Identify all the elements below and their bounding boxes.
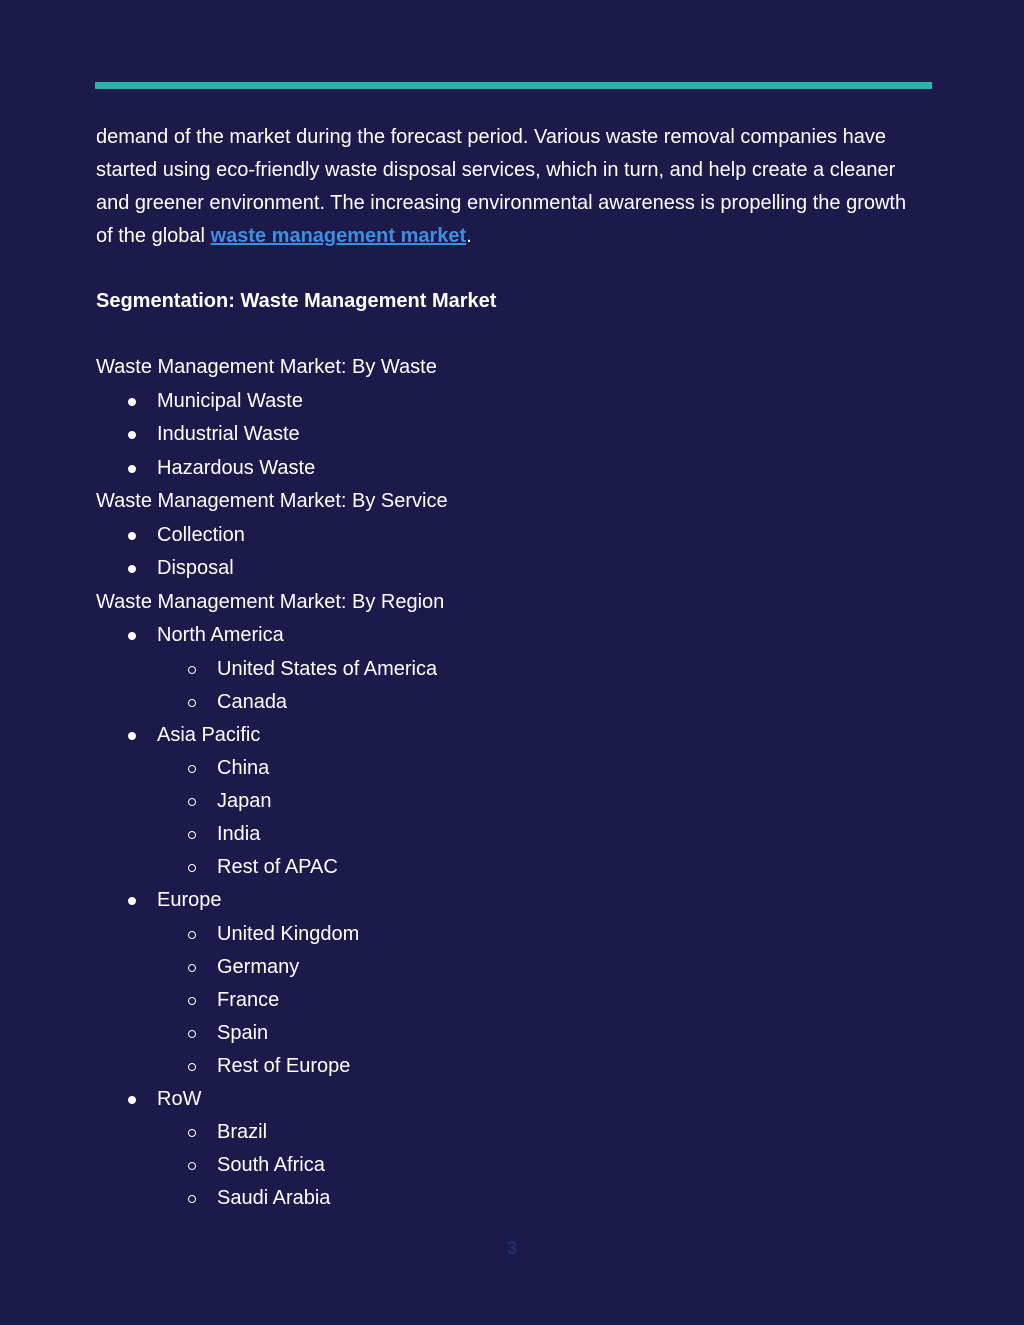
- list-item: Hazardous Waste: [96, 452, 926, 486]
- country-item: South Africa: [96, 1149, 926, 1182]
- group-by-service: [96, 485, 926, 586]
- list-item: Collection: [96, 519, 926, 553]
- segmentation-heading: Segmentation: Waste Management Market: [96, 290, 497, 312]
- group-by-region: [96, 586, 926, 1216]
- intro-paragraph: [96, 121, 926, 253]
- region-item: RoW: [96, 1083, 926, 1117]
- country-item: Rest of Europe: [96, 1050, 926, 1083]
- country-item: Brazil: [96, 1116, 926, 1149]
- country-item: Rest of APAC: [96, 851, 926, 884]
- service-list: [96, 519, 926, 586]
- intro-end: .: [466, 225, 472, 247]
- header-rule: [95, 82, 932, 89]
- country-item: India: [96, 818, 926, 851]
- waste-management-market-link[interactable]: waste management market: [210, 225, 467, 247]
- group-title: Waste Management Market: By Region: [96, 590, 445, 613]
- region-item: North America: [96, 619, 926, 653]
- group-title: Waste Management Market: By Service: [96, 490, 448, 512]
- region-list: [96, 619, 926, 1215]
- intro-text: demand of the market during the forecast period. Various waste removal companies have started using eco-friendly waste disposal services, which in turn, and help create a cleaner and greener environment. The increasing environmental awareness is propelling the growth of the global: [96, 126, 907, 247]
- country-item: United States of America: [96, 653, 926, 686]
- region-item: Europe: [96, 884, 926, 918]
- country-item: Germany: [96, 951, 926, 984]
- country-item: Spain: [96, 1017, 926, 1050]
- list-item: Municipal Waste: [96, 385, 926, 419]
- country-item: France: [96, 984, 926, 1017]
- list-item: Industrial Waste: [96, 418, 926, 452]
- waste-list: [96, 385, 926, 486]
- page-content: [96, 121, 926, 1215]
- country-item: Japan: [96, 785, 926, 818]
- country-item: Canada: [96, 686, 926, 719]
- country-item: United Kingdom: [96, 918, 926, 951]
- country-item: China: [96, 752, 926, 785]
- list-item: Disposal: [96, 552, 926, 586]
- page-number: 3: [506, 1238, 517, 1258]
- country-item: Saudi Arabia: [96, 1182, 926, 1215]
- group-title: Waste Management Market: By Waste: [96, 356, 437, 378]
- region-item: Asia Pacific: [96, 719, 926, 753]
- group-by-waste: [96, 351, 926, 485]
